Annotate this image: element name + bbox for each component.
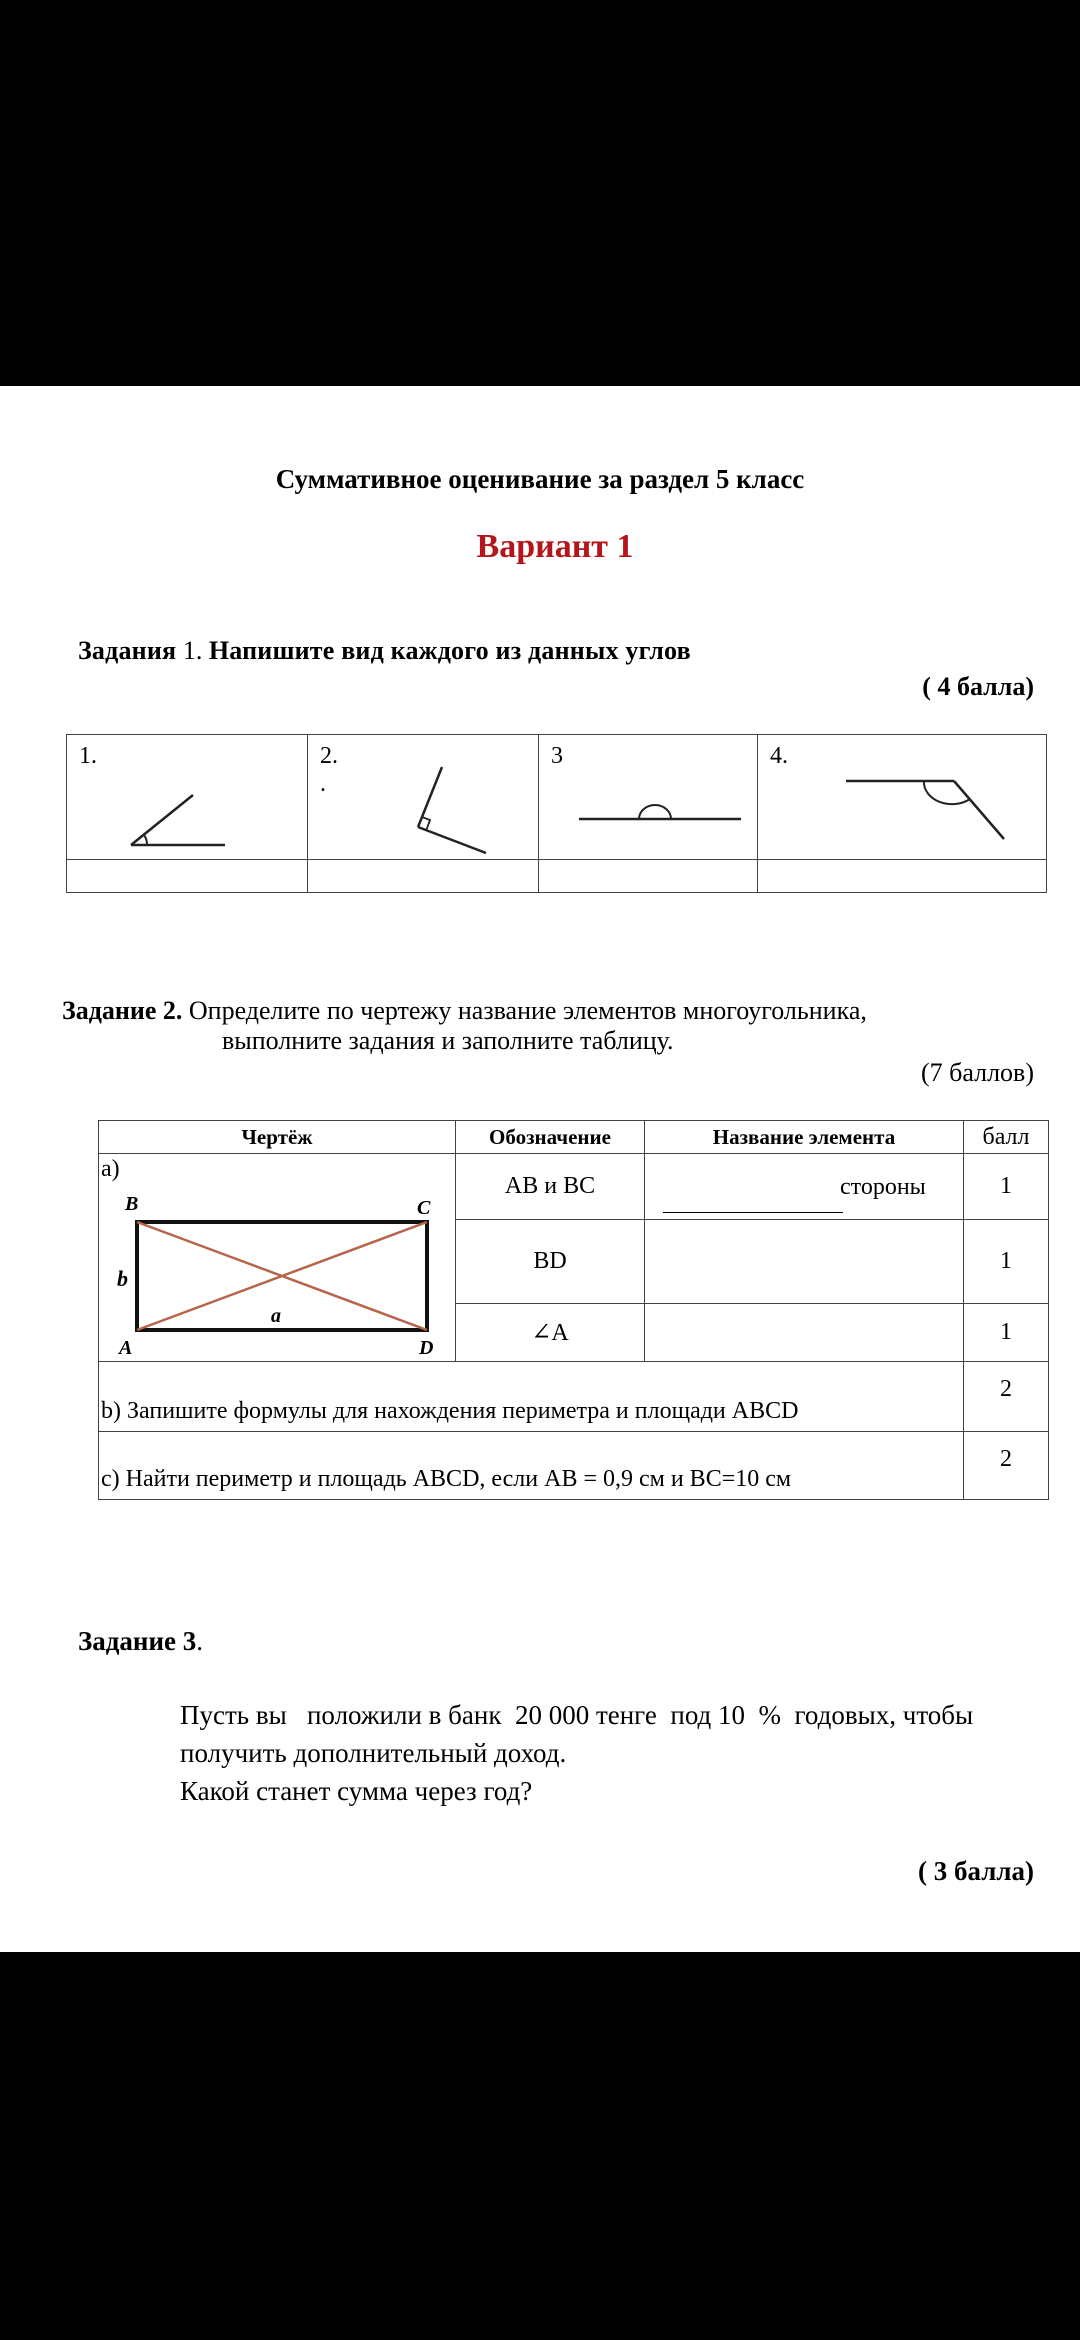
- element-name-hint: стороны: [840, 1174, 926, 1200]
- answer-blank-line: [663, 1212, 843, 1213]
- task2-points: (7 баллов): [920, 1058, 1034, 1087]
- part-c-task: c) Найти периметр и площадь ABCD, если AB = 0,9 см и BC=10 см: [99, 1432, 964, 1500]
- task2-heading: [62, 996, 867, 1056]
- element-name-cell-3[interactable]: [645, 1304, 964, 1362]
- document-title: Суммативное оценивание за раздел 5 класс: [275, 464, 805, 494]
- task3-heading: [78, 1626, 203, 1657]
- header-score: балл: [964, 1121, 1049, 1154]
- header-designation: Обозначение: [456, 1121, 645, 1154]
- task3-body: [180, 1696, 1060, 1810]
- task1-text: Напишите вид каждого из данных углов: [208, 636, 691, 665]
- vertex-label-d: D: [419, 1337, 434, 1359]
- task2-label: Задание 2.: [62, 996, 183, 1025]
- task3-line3: Какой станет сумма через год?: [180, 1776, 533, 1806]
- score-cell-2: 1: [964, 1220, 1049, 1304]
- angle-cell-number: 4.: [770, 743, 788, 769]
- vertex-label-a: A: [119, 1337, 133, 1359]
- task2-text-line1: Определите по чертежу название элементов многоугольника,: [188, 996, 867, 1025]
- vertex-label-b: B: [125, 1193, 139, 1215]
- angle-cell-number: 3: [551, 743, 563, 769]
- answer-cell-2[interactable]: [308, 860, 539, 893]
- part-b-score: 2: [964, 1362, 1049, 1432]
- part-c-score: 2: [964, 1432, 1049, 1500]
- header-drawing: Чертёж: [99, 1121, 456, 1154]
- acute-angle-figure: [67, 735, 307, 859]
- polygon-table: [98, 1120, 1049, 1500]
- angle-cell-4: [758, 735, 1047, 860]
- element-name-cell-1[interactable]: [645, 1154, 964, 1220]
- angle-cell-number: 1.: [79, 743, 97, 769]
- angle-cell-number: 2.: [320, 743, 338, 769]
- stray-dot: .: [320, 771, 326, 797]
- score-cell-1: 1: [964, 1154, 1049, 1220]
- designation-angle-a: ∠A: [456, 1304, 645, 1362]
- task3-line2: получить дополнительный доход.: [180, 1738, 567, 1768]
- element-name-cell-2[interactable]: [645, 1220, 964, 1304]
- document-page: [0, 386, 1080, 1952]
- straight-angle-figure: [539, 735, 757, 859]
- angle-cell-2: [308, 735, 539, 860]
- task1-heading: [78, 636, 691, 666]
- task3-label: Задание 3: [78, 1626, 197, 1656]
- task1-label: Задания: [78, 636, 177, 665]
- task2-text-line2: выполните задания и заполните таблицу.: [222, 1026, 674, 1055]
- designation-bd: BD: [456, 1220, 645, 1304]
- right-angle-figure: [308, 735, 538, 859]
- rectangle-drawing-cell: [99, 1154, 456, 1362]
- answer-cell-1[interactable]: [67, 860, 308, 893]
- task1-points: ( 4 балла): [922, 672, 1034, 701]
- variant-heading: Вариант 1: [476, 528, 634, 565]
- angle-cell-3: [539, 735, 758, 860]
- answer-cell-3[interactable]: [539, 860, 758, 893]
- task3-label-dot: .: [196, 1626, 204, 1656]
- angle-cell-1: [67, 735, 308, 860]
- side-label-b: b: [117, 1266, 128, 1291]
- task1-number: 1.: [182, 636, 203, 665]
- side-label-a: a: [271, 1305, 281, 1327]
- score-cell-3: 1: [964, 1304, 1049, 1362]
- designation-ab-bc: AB и BC: [456, 1154, 645, 1220]
- header-element-name: Название элемента: [645, 1121, 964, 1154]
- part-b-task: b) Запишите формулы для нахождения периметра и площади ABCD: [99, 1362, 964, 1432]
- part-a-label: а): [101, 1156, 120, 1182]
- answer-cell-4[interactable]: [758, 860, 1047, 893]
- angles-table: [66, 734, 1047, 893]
- task3-points: ( 3 балла): [917, 1856, 1034, 1886]
- task3-line1: Пусть вы положили в банк 20 000 тенге под 10 % годовых, чтобы: [180, 1700, 974, 1730]
- obtuse-angle-figure: [758, 735, 1038, 859]
- rectangle-abcd-figure: [99, 1154, 455, 1360]
- vertex-label-c: C: [417, 1197, 431, 1219]
